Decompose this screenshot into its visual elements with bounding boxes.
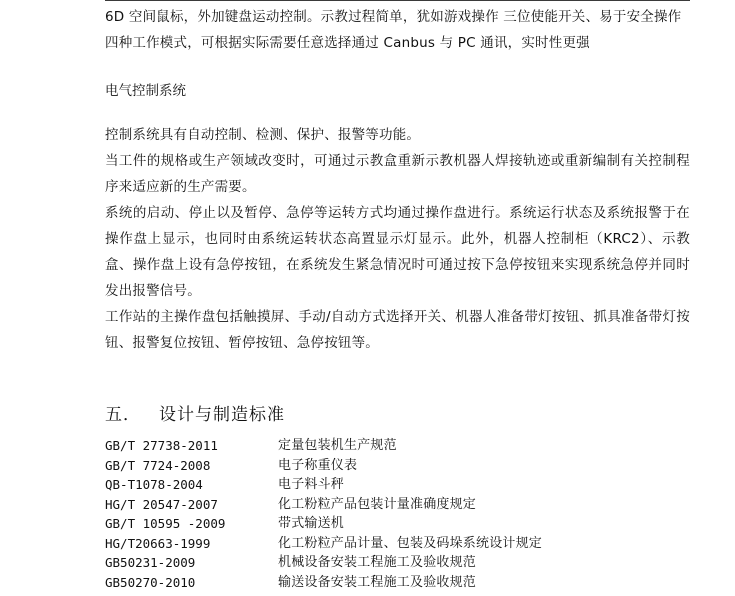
intro-block	[105, 0, 690, 56]
standards-table	[105, 436, 542, 592]
table-row	[105, 475, 542, 495]
table-row	[105, 553, 542, 573]
standards-section-heading	[105, 400, 690, 430]
table-row	[105, 514, 542, 534]
table-row	[105, 534, 542, 554]
standard-code: HG/T 20547-2007	[105, 496, 218, 512]
standard-name: 定量包装机生产规范	[278, 438, 397, 453]
standard-code: GB50231-2009	[105, 555, 196, 570]
standard-code: QB-T1078-2004	[105, 477, 203, 492]
standards-section-title: 设计与制造标准	[159, 405, 285, 425]
spacer-after-heading	[105, 104, 690, 122]
intro-paragraph-2: 四种工作模式，可根据实际需要任意选择通过 Canbus 与 PC 通讯，实时性更强	[105, 35, 590, 51]
spacer-before-standards	[105, 356, 690, 400]
table-row	[105, 495, 542, 515]
electrical-section-heading: 电气控制系统	[105, 83, 186, 99]
spacer-after-intro	[105, 56, 690, 78]
standards-table-body	[105, 436, 542, 592]
top-horizontal-rule	[105, 0, 690, 1]
electrical-paragraph-3: 系统的启动、停止以及暂停、急停等运转方式均通过操作盘进行。系统运行状态及系统报警于在操作盘上显示，也同时由系统运转状态高置显示灯显示。此外，机器人控制柜（KRC2）、示教盒、操作盘上设有急停按钮，在系统发生紧急情况时可通过按下急停按钮来实现系统急停并同时发出报警信号。	[105, 205, 690, 299]
table-row	[105, 573, 542, 593]
standard-name: 输送设备安装工程施工及验收规范	[278, 574, 477, 590]
standards-section	[105, 400, 690, 592]
standard-name: 电子料斗秤	[278, 477, 345, 492]
standard-code: GB/T 27738-2011	[105, 438, 218, 453]
standards-section-number: 五．	[105, 405, 141, 425]
electrical-paragraph-4: 工作站的主操作盘包括触摸屏、手动/自动方式选择开关、机器人准备带灯按钮、抓具准备带灯按钮、报警复位按钮、暂停按钮、急停按钮等。	[105, 309, 690, 351]
standard-name: 化工粉粒产品计量、包装及码垛系统设计规定	[278, 535, 543, 551]
intro-paragraph-1: 6D 空间鼠标，外加键盘运动控制。示教过程简单，犹如游戏操作 三位使能开关、易于安全操作	[105, 9, 682, 25]
electrical-control-section	[105, 78, 690, 356]
standard-code: GB/T 7724-2008	[105, 457, 211, 473]
table-row	[105, 456, 542, 476]
standard-code: HG/T20663-1999	[105, 535, 211, 551]
standard-code: GB50270-2010	[105, 574, 196, 590]
table-row	[105, 436, 542, 456]
standard-name: 带式输送机	[278, 516, 345, 531]
standard-name: 化工粉粒产品包装计量准确度规定	[278, 496, 477, 512]
electrical-paragraph-1: 控制系统具有自动控制、检测、保护、报警等功能。	[105, 127, 421, 143]
electrical-paragraph-2: 当工件的规格或生产领域改变时，可通过示教盒重新示教机器人焊接轨迹或重新编制有关控制程序来适应新的生产需要。	[105, 153, 690, 195]
standard-name: 机械设备安装工程施工及验收规范	[278, 555, 477, 570]
standard-name: 电子称重仪表	[278, 457, 358, 473]
standard-code: GB/T 10595 -2009	[105, 516, 226, 531]
